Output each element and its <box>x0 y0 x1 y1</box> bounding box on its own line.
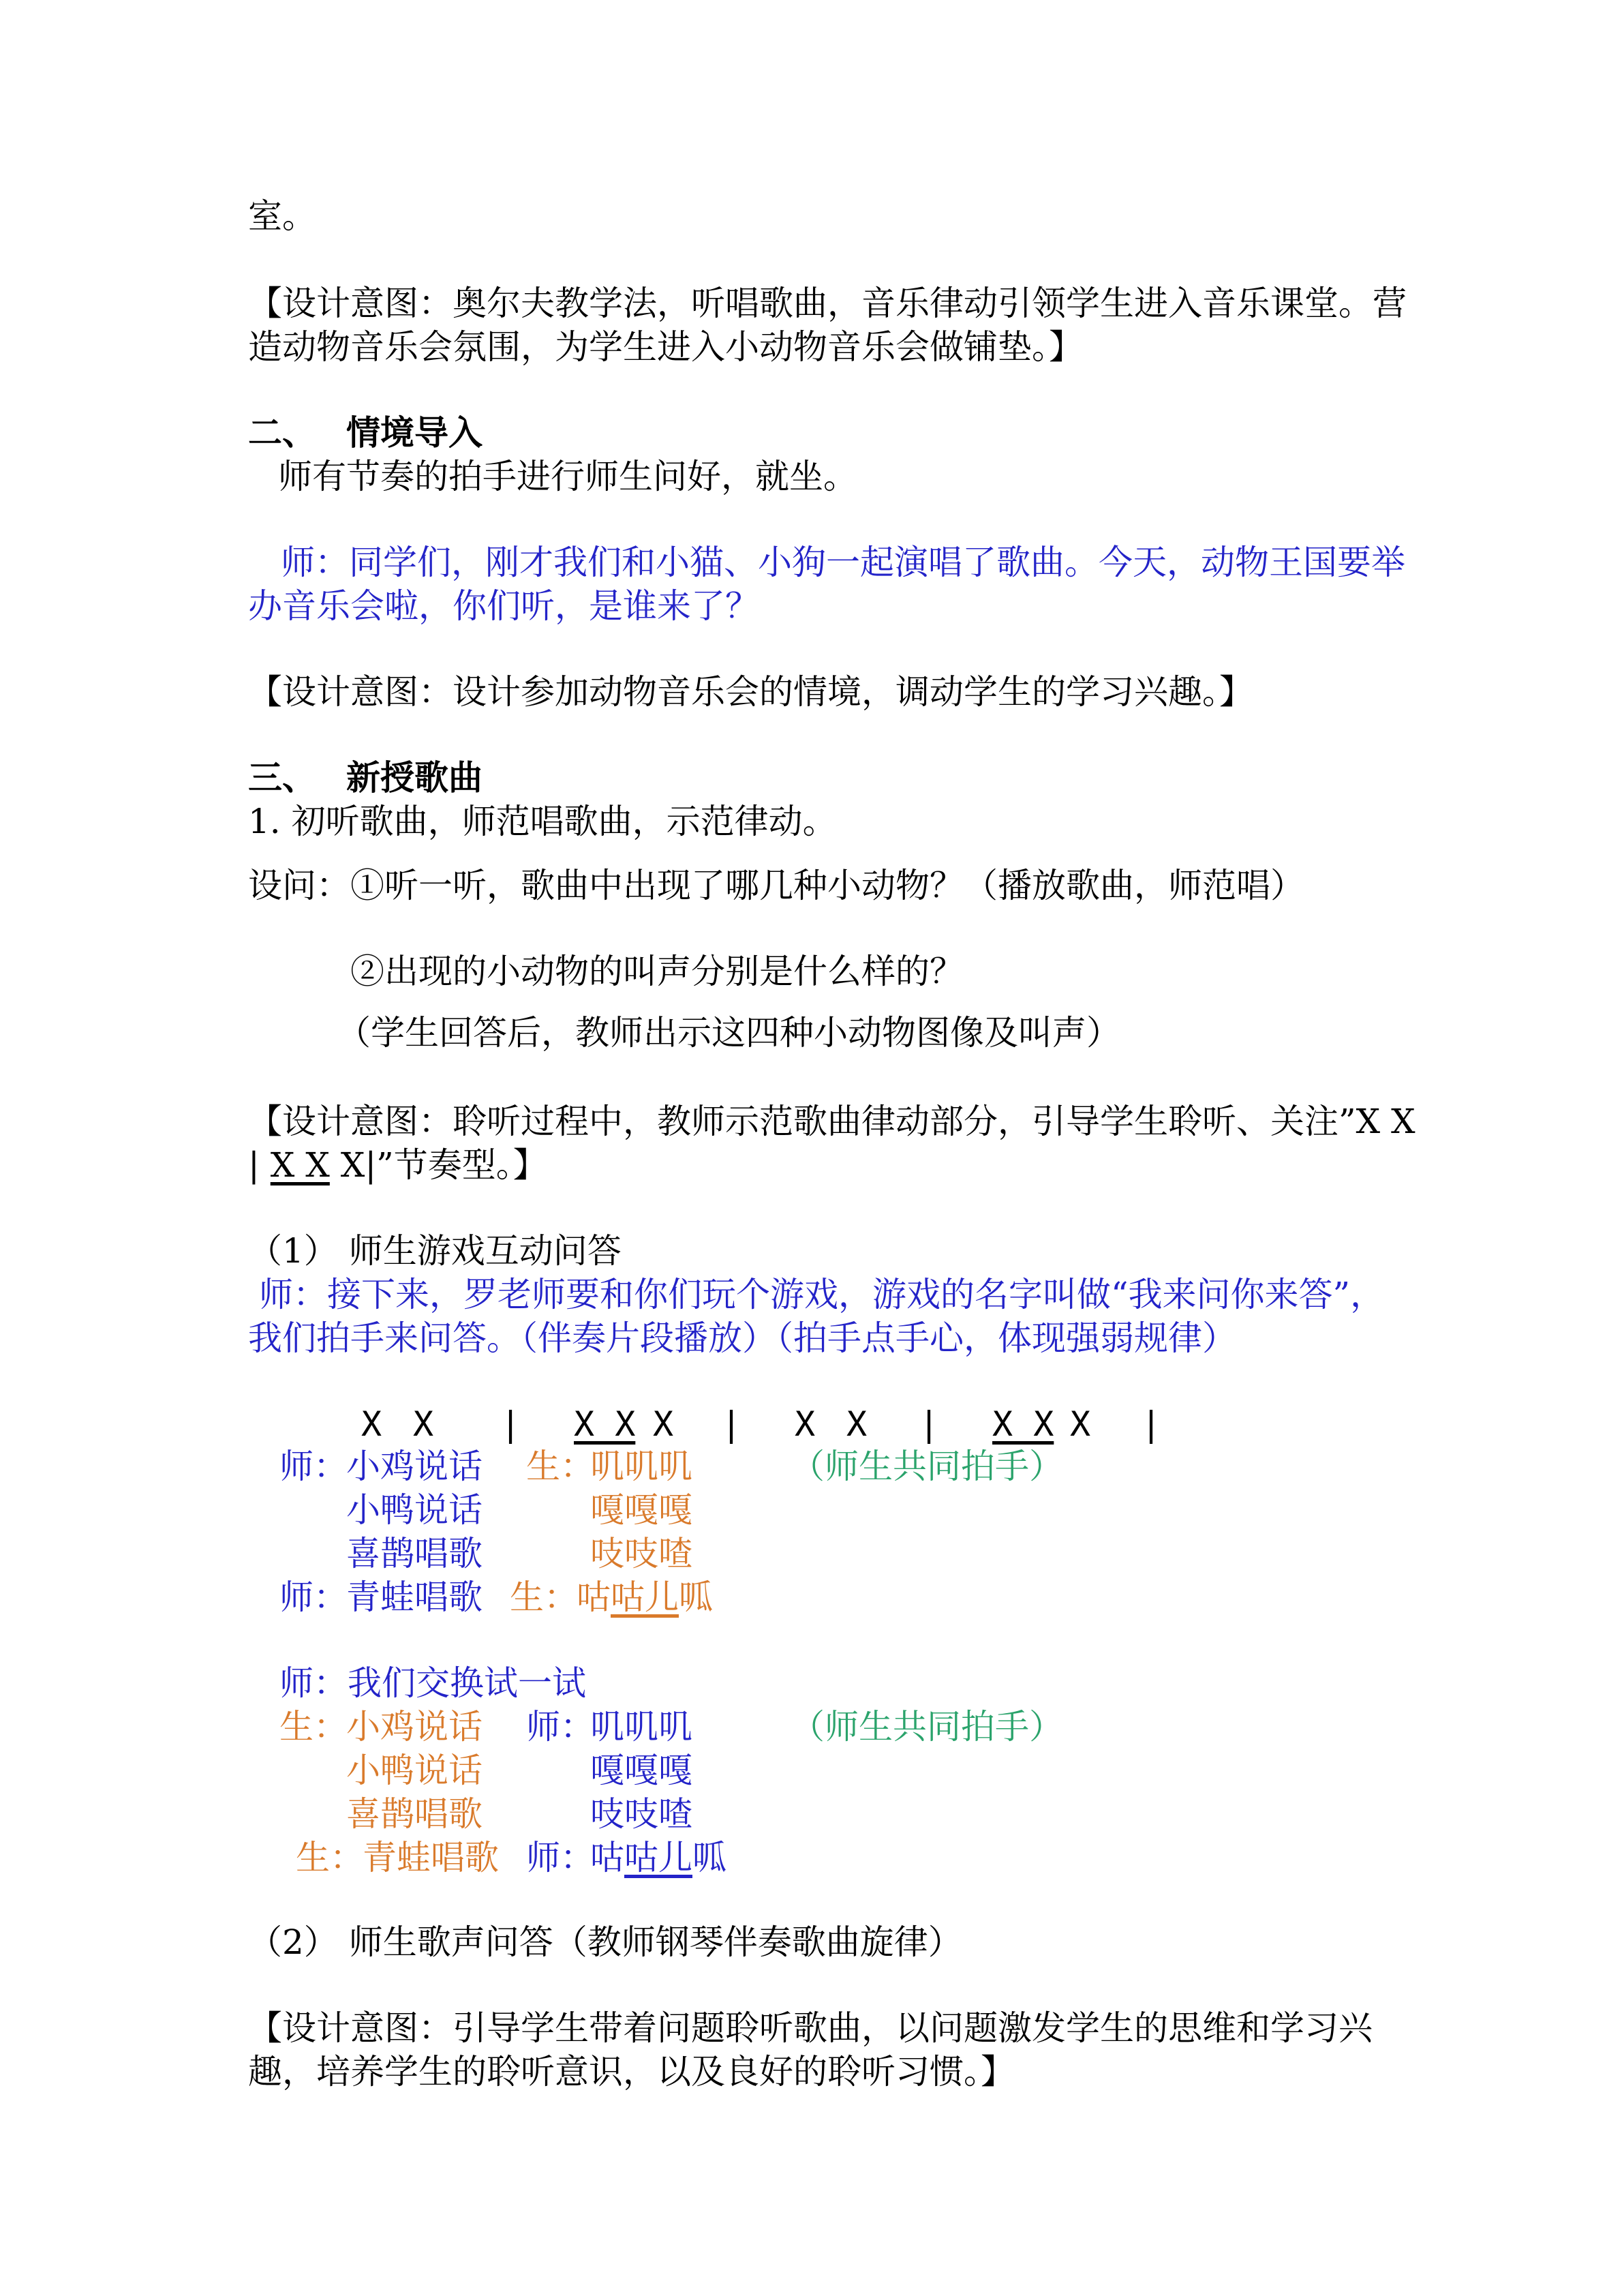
round1-teacher-label-1: 师： <box>279 1447 348 1486</box>
rhythm-x-1: X <box>361 1404 382 1444</box>
round2-a4-pre: 咕 <box>590 1838 624 1877</box>
design-intent-3-line-1: 【设计意图：聆听过程中，教师示范歌曲律动部分，引导学生聆听、关注”X X <box>248 1102 1416 1141</box>
round1-a1: 叽叽叽 <box>590 1447 692 1486</box>
round2-a1: 叽叽叽 <box>590 1707 692 1747</box>
rhythm-x-3: X <box>653 1404 674 1444</box>
round1-a4-pre: 咕 <box>577 1577 611 1617</box>
item-1: 1. 初听歌曲，师范唱歌曲，示范律动。 <box>248 802 837 841</box>
round2-teacher-label-4: 师： <box>526 1838 594 1877</box>
rhythm-bar-1: | <box>500 1404 521 1444</box>
question-note: （学生回答后，教师出示这四种小动物图像及叫声） <box>337 1013 1120 1053</box>
rhythm-x-4: X <box>795 1404 816 1444</box>
bar-symbol: | <box>248 1145 271 1185</box>
design-intent-2: 【设计意图：设计参加动物音乐会的情境，调动学生的学习兴趣。】 <box>248 672 1253 712</box>
rhythm-xx-2: X X <box>992 1404 1054 1444</box>
section-3-title: 新授歌曲 <box>346 757 483 798</box>
round1-q3: 喜鹊唱歌 <box>346 1534 483 1573</box>
rhythm-xx-1: X X <box>574 1404 636 1444</box>
teacher-speech-1-line-1: 师：同学们，刚才我们和小猫、小狗一起演唱了歌曲。今天，动物王国要举 <box>281 543 1405 582</box>
design-intent-4-line-2: 趣，培养学生的聆听意识，以及良好的聆听习惯。】 <box>248 2052 1015 2091</box>
subsection-2: （2） 师生歌声问答（教师钢琴伴奏歌曲旋律） <box>248 1922 962 1962</box>
round1-q4: 青蛙唱歌 <box>346 1577 483 1617</box>
round1-teacher-label-4: 师： <box>279 1577 348 1617</box>
design-intent-1-line-2: 造动物音乐会氛围，为学生进入小动物音乐会做铺垫。】 <box>248 327 1083 367</box>
round2-teacher-label-1: 师： <box>526 1707 594 1747</box>
round2-student-label-1: 生： <box>279 1707 348 1747</box>
round1-student-label-1: 生： <box>526 1447 594 1486</box>
round2-student-label-4: 生： <box>296 1838 364 1877</box>
teacher-speech-2-line-2: 我们拍手来问答。（伴奏片段播放）（拍手点手心，体现强弱规律） <box>248 1318 1236 1358</box>
round1-q1: 小鸡说话 <box>346 1447 483 1486</box>
teacher-speech-2-line-1: 师：接下来，罗老师要和你们玩个游戏，游戏的名字叫做“我来问你来答”， <box>259 1275 1385 1314</box>
subsection-1: （1） 师生游戏互动问答 <box>248 1231 622 1271</box>
section-2-number: 二、 <box>248 412 316 453</box>
round1-student-label-4: 生： <box>510 1577 578 1617</box>
paragraph-greeting: 师有节奏的拍手进行师生问好，就坐。 <box>278 457 857 496</box>
swap-line: 师：我们交换试一试 <box>279 1663 586 1703</box>
rhythm-x-5: X <box>846 1404 868 1444</box>
round1-a4 <box>577 1576 713 1618</box>
question-2: ②出现的小动物的叫声分别是什么样的？ <box>350 952 964 991</box>
round2-a4-post: 呱 <box>692 1838 726 1877</box>
round2-q3: 喜鹊唱歌 <box>346 1794 483 1834</box>
underlined-rhythm: X X <box>270 1145 330 1185</box>
round1-a4-post: 呱 <box>679 1577 713 1617</box>
question-1: ①听一听，歌曲中出现了哪几种小动物？（播放歌曲，师范唱） <box>350 866 1304 905</box>
rhythm-x-2: X <box>413 1404 434 1444</box>
round1-a3: 吱吱喳 <box>590 1534 692 1573</box>
rhythm-bar-2: | <box>721 1404 742 1444</box>
round2-note: （师生共同拍手） <box>791 1707 1063 1747</box>
paragraph-intro-tail: 室。 <box>248 196 316 236</box>
round2-a2: 嘎嘎嘎 <box>590 1751 692 1790</box>
rhythm-bar-3: | <box>919 1404 940 1444</box>
round2-a4-underlined: 咕儿 <box>624 1838 692 1877</box>
teacher-speech-1-line-2: 办音乐会啦，你们听，是谁来了？ <box>248 586 759 626</box>
round1-q2: 小鸭说话 <box>346 1490 483 1530</box>
question-label: 设问： <box>248 866 350 905</box>
round2-a3: 吱吱喳 <box>590 1794 692 1834</box>
round2-q2: 小鸭说话 <box>346 1751 483 1790</box>
rhythm-x-6: X <box>1070 1404 1091 1444</box>
design-intent-3-tail: X|”节奏型。】 <box>329 1145 547 1185</box>
round1-a4-underlined: 咕儿 <box>611 1577 679 1617</box>
design-intent-1-line-1: 【设计意图：奥尔夫教学法，听唱歌曲，音乐律动引领学生进入音乐课堂。营 <box>248 284 1407 323</box>
round1-a2: 嘎嘎嘎 <box>590 1490 692 1530</box>
round2-a4 <box>590 1837 726 1879</box>
round1-note: （师生共同拍手） <box>791 1447 1063 1486</box>
design-intent-4-line-1: 【设计意图：引导学生带着问题聆听歌曲，以问题激发学生的思维和学习兴 <box>248 2008 1373 2048</box>
section-2-title: 情境导入 <box>346 412 483 453</box>
round2-q4: 青蛙唱歌 <box>363 1838 499 1877</box>
section-3-number: 三、 <box>248 757 316 798</box>
round2-q1: 小鸡说话 <box>346 1707 483 1747</box>
rhythm-bar-4: | <box>1141 1404 1162 1444</box>
design-intent-3-line-2 <box>248 1144 547 1186</box>
